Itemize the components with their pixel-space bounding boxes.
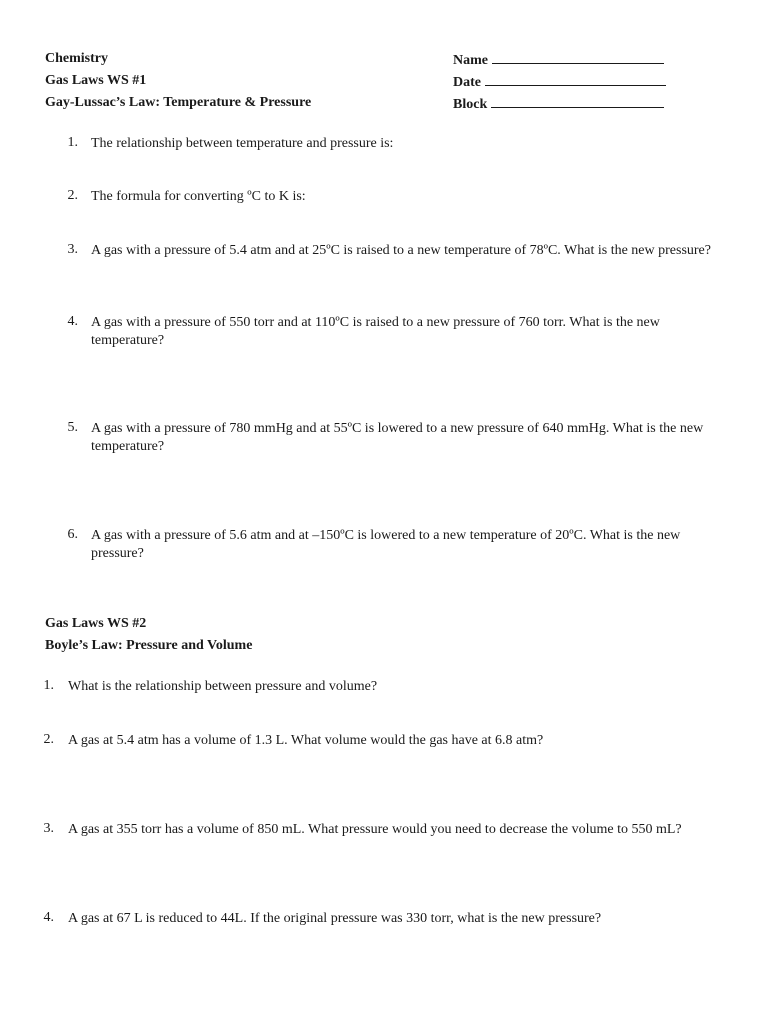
- question-number: 3.: [43, 821, 54, 836]
- name-blank[interactable]: [492, 51, 664, 64]
- question-text: The relationship between temperature and pressure is:: [91, 136, 394, 151]
- worksheet-title: Gas Laws WS #1: [45, 73, 147, 88]
- block-field: [453, 95, 664, 113]
- question-number: 1.: [67, 135, 78, 150]
- question-text: The formula for converting ºC to K is:: [91, 189, 306, 204]
- date-field: [453, 73, 666, 91]
- question-text: A gas at 5.4 atm has a volume of 1.3 L. What volume would the gas have at 6.8 atm?: [68, 733, 544, 748]
- date-blank[interactable]: [485, 73, 666, 86]
- name-label: Name: [453, 53, 488, 68]
- question-text: A gas with a pressure of 5.6 atm and at –150ºC is lowered to a new temperature of 20ºC. What is the new pressure?: [91, 528, 681, 561]
- worksheet-subtitle: Gay-Lussac’s Law: Temperature & Pressure: [45, 95, 312, 110]
- question-number: 2.: [67, 188, 78, 203]
- question-number: 5.: [67, 420, 78, 435]
- ws2-title: Gas Laws WS #2: [45, 616, 147, 631]
- question-text: A gas with a pressure of 550 torr and at 110ºC is raised to a new pressure of 760 torr. What is the new temperature?: [91, 315, 660, 348]
- question-text: A gas at 355 torr has a volume of 850 mL. What pressure would you need to decrease the volume to 550 mL?: [68, 822, 682, 837]
- question-number: 1.: [43, 678, 54, 693]
- name-field: [453, 51, 664, 69]
- course-title: Chemistry: [45, 51, 108, 66]
- question-number: 6.: [67, 527, 78, 542]
- question-text: A gas with a pressure of 780 mmHg and at 55ºC is lowered to a new pressure of 640 mmHg. What is the new temperature?: [91, 421, 704, 454]
- date-label: Date: [453, 75, 481, 90]
- ws2-subtitle: Boyle’s Law: Pressure and Volume: [45, 638, 253, 653]
- question-text: What is the relationship between pressure and volume?: [68, 679, 378, 694]
- block-blank[interactable]: [491, 95, 664, 108]
- question-text: A gas at 67 L is reduced to 44L. If the original pressure was 330 torr, what is the new pressure?: [68, 911, 602, 926]
- question-text: A gas with a pressure of 5.4 atm and at 25ºC is raised to a new temperature of 78ºC. What is the new pressure?: [91, 243, 711, 258]
- block-label: Block: [453, 97, 488, 112]
- question-number: 2.: [43, 732, 54, 747]
- question-number: 3.: [67, 242, 78, 257]
- question-number: 4.: [67, 314, 78, 329]
- question-number: 4.: [43, 910, 54, 925]
